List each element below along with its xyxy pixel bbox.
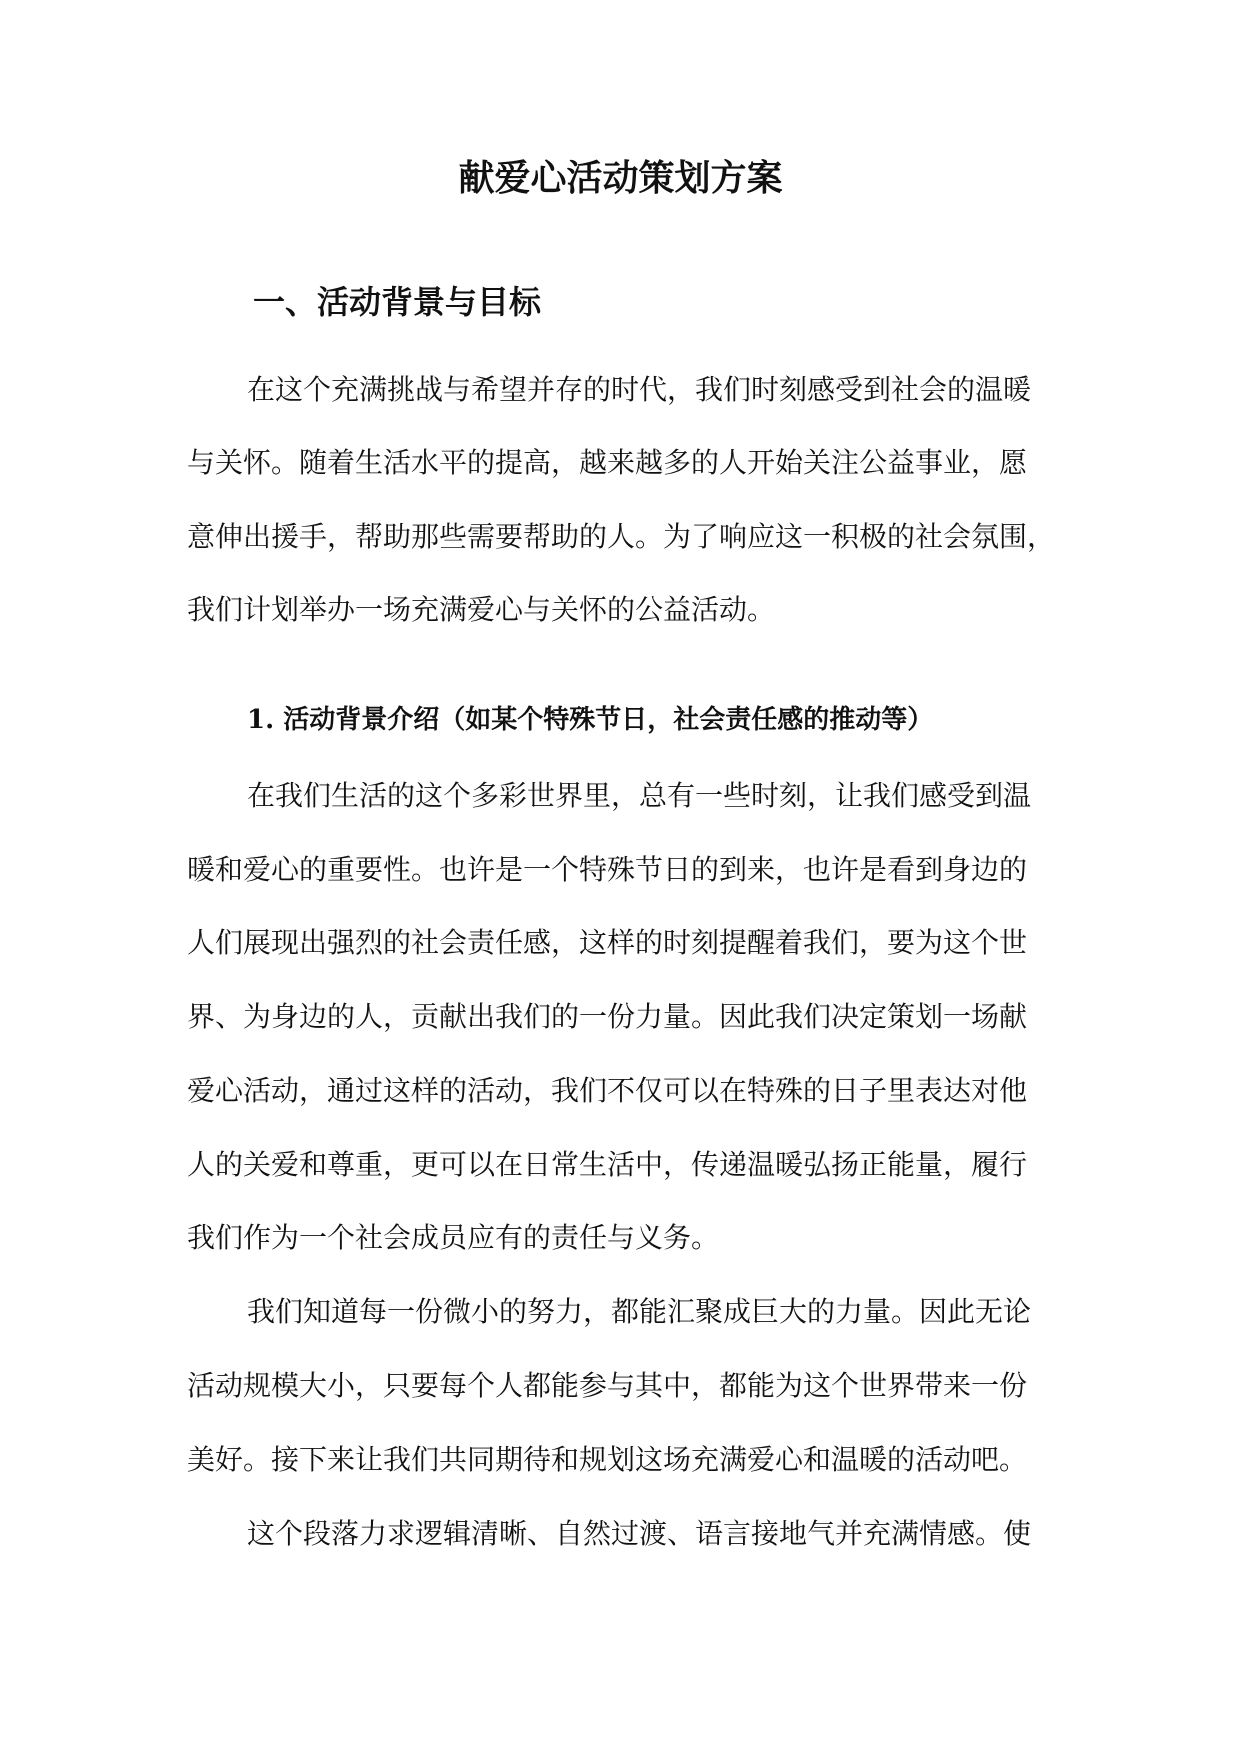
paragraph-line: 在这个充满挑战与希望并存的时代，我们时刻感受到社会的温暖 [247, 373, 1032, 406]
paragraph-line: 在我们生活的这个多彩世界里，总有一些时刻，让我们感受到温 [247, 779, 1032, 812]
section-heading-background-goals: 一、活动背景与目标 [253, 283, 542, 321]
paragraph-line: 界、为身边的人，贡献出我们的一份力量。因此我们决定策划一场献 [187, 1000, 1028, 1033]
paragraph-line: 我们作为一个社会成员应有的责任与义务。 [187, 1221, 720, 1254]
paragraph-line: 美好。接下来让我们共同期待和规划这场充满爱心和温暖的活动吧。 [187, 1443, 1028, 1476]
paragraph-line: 活动规模大小，只要每个人都能参与其中，都能为这个世界带来一份 [187, 1369, 1028, 1402]
paragraph-line: 人的关爱和尊重，更可以在日常生活中，传递温暖弘扬正能量，履行 [187, 1148, 1028, 1181]
paragraph-line: 意伸出援手，帮助那些需要帮助的人。为了响应这一积极的社会氛围， [187, 520, 1056, 553]
paragraph-line: 暖和爱心的重要性。也许是一个特殊节日的到来，也许是看到身边的 [187, 853, 1028, 886]
paragraph-line: 我们知道每一份微小的努力，都能汇聚成巨大的力量。因此无论 [247, 1295, 1032, 1328]
paragraph-line: 这个段落力求逻辑清晰、自然过渡、语言接地气并充满情感。使 [247, 1517, 1032, 1550]
paragraph-line: 人们展现出强烈的社会责任感，这样的时刻提醒着我们，要为这个世 [187, 926, 1028, 959]
paragraph-line: 我们计划举办一场充满爱心与关怀的公益活动。 [187, 593, 776, 626]
subsection-heading-background-intro: 1. 活动背景介绍（如某个特殊节日，社会责任感的推动等） [247, 705, 934, 735]
paragraph-line: 爱心活动，通过这样的活动，我们不仅可以在特殊的日子里表达对他 [187, 1074, 1028, 1107]
paragraph-line: 与关怀。随着生活水平的提高，越来越多的人开始关注公益事业，愿 [187, 446, 1028, 479]
document-title: 献爱心活动策划方案 [458, 157, 783, 199]
